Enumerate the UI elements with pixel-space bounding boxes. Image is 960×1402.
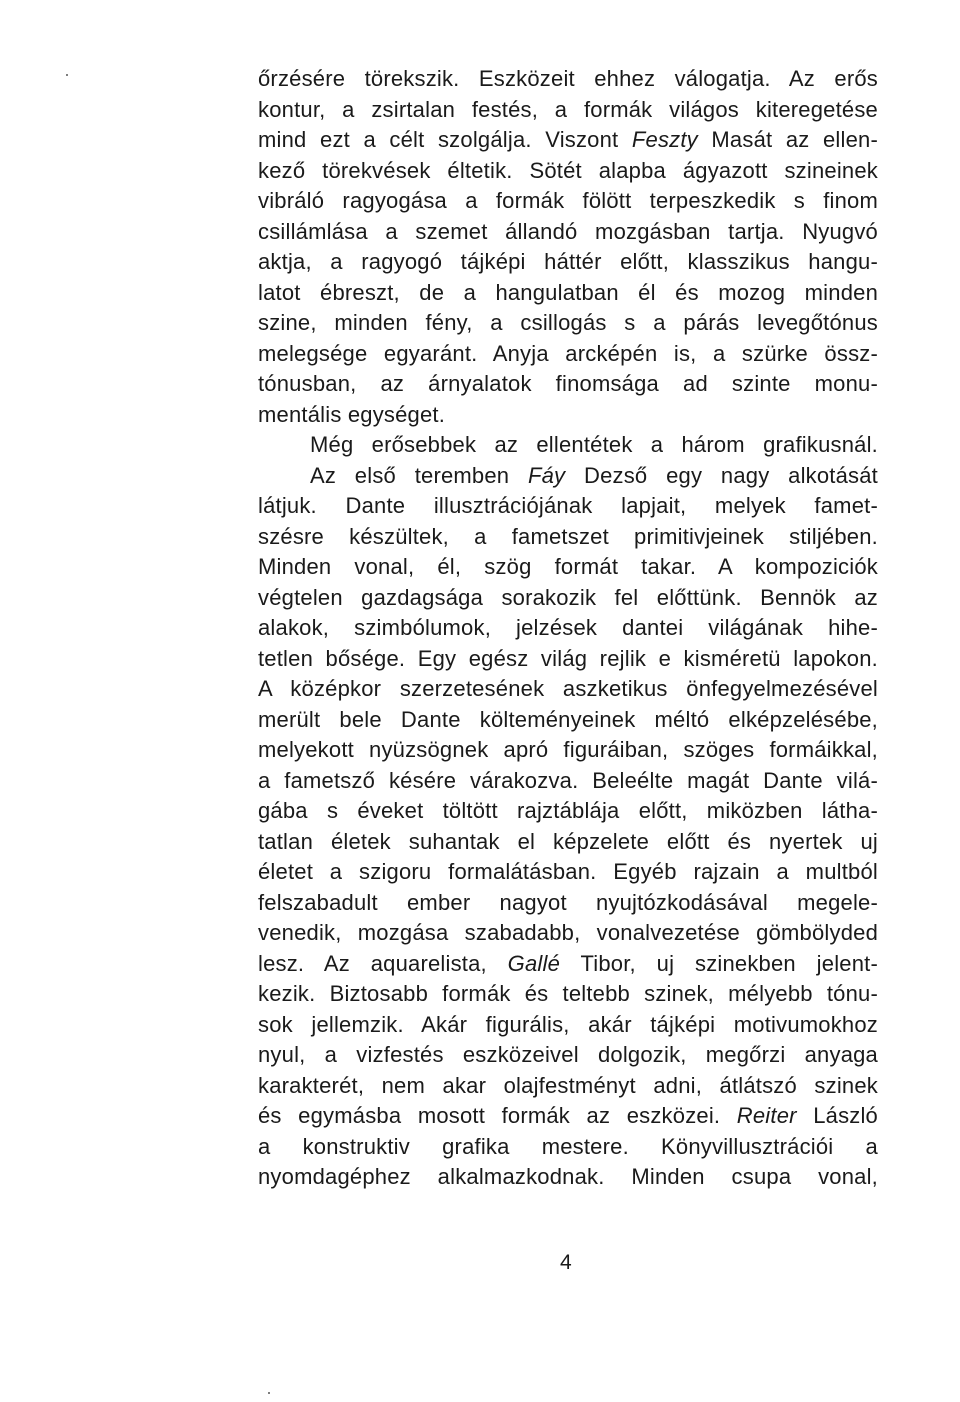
text-line: karakterét, nem akar olajfestményt adni, átlátszó szinek (258, 1072, 878, 1098)
artist-name: Gallé (507, 950, 561, 976)
text-line: végtelen gazdagsága sorakozik fel előttünk. Bennök az (258, 584, 878, 610)
artist-name: Feszty (631, 127, 698, 152)
text-line: kező törekvések éltetik. Sötét alapba ágyazott szineinek (258, 157, 878, 183)
text-line: kontur, a zsirtalan festés, a formák világos kiteregetése (258, 96, 878, 122)
text-line: nyul, a vizfestés eszközeivel dolgozik, megőrzi anyaga (258, 1042, 878, 1067)
text-fragment: lesz. Az aquarelista, (258, 950, 508, 976)
artist-name: Reiter (736, 1103, 797, 1128)
text-fragment: László (796, 1103, 878, 1128)
text-line: a konstruktiv grafika mestere. Könyvillusztrációi a (258, 1133, 878, 1159)
scan-speck (66, 74, 68, 76)
text-line: őrzésére törekszik. Eszközeit ehhez válogatja. Az erős (258, 66, 878, 91)
text-line: Minden vonal, él, szög formát takar. A kompoziciók (258, 554, 878, 579)
text-line: A középkor szerzetesének aszketikus önfegyelmezésével (258, 676, 878, 701)
text-fragment: Az első teremben (310, 462, 528, 488)
text-fragment: Tibor, uj szinekben jelent- (560, 950, 878, 976)
text-line: szésre készültek, a fametszet primitivjeinek stiljében. (258, 523, 878, 549)
body-text (258, 64, 878, 1193)
text-line: melegsége egyaránt. Anyja arcképén is, a szürke össz- (258, 340, 878, 366)
text-line: melyekott nyüzsögnek apró figuráiban, szöges formáikkal, (258, 737, 878, 762)
text-line: tónusban, az árnyalatok finomsága ad szinte monu- (258, 371, 878, 396)
text-line: alakok, szimbólumok, jelzések dantei világának hihe- (258, 615, 878, 640)
text-line (258, 1101, 878, 1132)
text-line: gába s éveket töltött rajztáblája előtt, miközben látha- (258, 798, 878, 823)
text-line: látjuk. Dante illusztrációjának lapjait, melyek famet- (258, 493, 878, 518)
text-line: latot ébreszt, de a hangulatban él és mozog minden (258, 279, 878, 305)
text-line: tetlen bősége. Egy egész világ rejlik e kisméretü lapokon. (258, 645, 878, 671)
text-fragment: Dezső egy nagy alkotását (565, 462, 878, 488)
text-line: aktja, a ragyogó tájképi háttér előtt, klasszikus hangu- (258, 249, 878, 274)
text-line: nyomdagéphez alkalmazkodnak. Minden csupa vonal, (258, 1164, 878, 1189)
text-line: felszabadult ember nagyot nyujtózkodásával megele- (258, 889, 878, 915)
text-line: csillámlása a szemet állandó mozgásban tartja. Nyugvó (258, 218, 878, 244)
text-line (258, 949, 878, 980)
text-line (258, 461, 878, 492)
text-line: életet a szigoru formalátásban. Egyéb rajzain a multból (258, 859, 878, 884)
text-line: a fametsző késére várakozva. Beleélte magát Dante vilá- (258, 767, 878, 793)
text-line: kezik. Biztosabb formák és teltebb szinek, mélyebb tónu- (258, 981, 878, 1006)
text-fragment: mind ezt a célt szolgálja. Viszont (258, 127, 632, 152)
text-line: merült bele Dante költeményeinek méltó elképzelésébe, (258, 706, 878, 732)
scan-speck (268, 1392, 270, 1394)
text-fragment: és egymásba mosott formák az eszközei. (258, 1103, 737, 1128)
text-line: mentális egységet. (258, 401, 446, 427)
text-line: vibráló ragyogása a formák fölött terpeszkedik s finom (258, 188, 878, 213)
text-line: Még erősebbek az ellentétek a három grafikusnál. (310, 432, 878, 457)
artist-name: Fáy (527, 462, 566, 488)
text-line: tatlan életek suhantak el képzelete előtt és nyertek uj (258, 828, 878, 854)
text-line: szine, minden fény, a csillogás s a párás levegőtónus (258, 310, 878, 335)
text-fragment: Masát az ellen- (697, 127, 878, 152)
text-line: venedik, mozgása szabadabb, vonalvezetése gömbölyded (258, 920, 878, 945)
text-line (258, 125, 878, 156)
page-number: 4 (560, 1251, 572, 1274)
text-line: sok jellemzik. Akár figurális, akár tájképi motivumokhoz (258, 1011, 878, 1037)
